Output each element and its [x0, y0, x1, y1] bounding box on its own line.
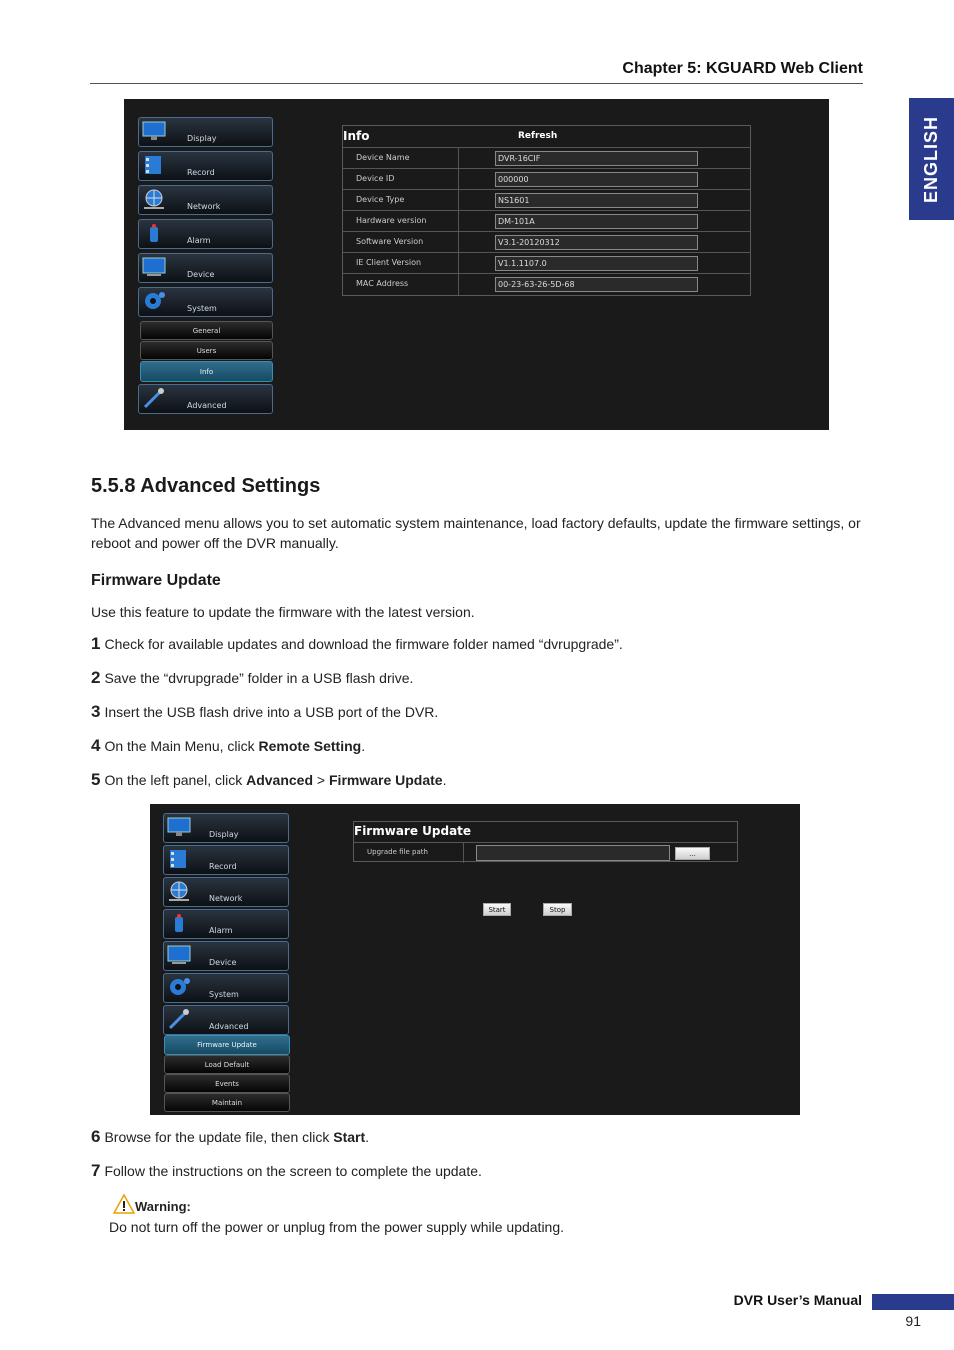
row-value: 00-23-63-26-5D-68	[495, 277, 698, 292]
warning-title: Warning:	[135, 1199, 191, 1214]
globe-icon	[166, 880, 192, 902]
step-number: 1	[91, 634, 101, 653]
row-key: MAC Address	[356, 279, 409, 288]
row-key: IE Client Version	[356, 258, 422, 267]
nav-label: Network	[187, 202, 221, 211]
manual-title: DVR User’s Manual	[733, 1292, 862, 1308]
gear-icon	[166, 976, 192, 998]
header-divider	[90, 83, 863, 84]
chapter-title: Chapter 5: KGUARD Web Client	[622, 60, 863, 77]
row-key: Device ID	[356, 174, 395, 183]
row-separator	[458, 232, 459, 253]
device-icon	[166, 944, 192, 966]
alarm-icon	[141, 222, 167, 244]
info-screenshot	[124, 99, 829, 430]
language-label: ENGLISH	[921, 115, 942, 203]
nav-network[interactable]	[138, 185, 273, 215]
nav-label: Advanced	[209, 1022, 249, 1031]
step-6	[91, 1127, 369, 1147]
nav-label: Alarm	[187, 236, 211, 245]
warning-heading	[113, 1194, 191, 1214]
nav-label: Device	[187, 270, 215, 279]
section-title: 5.5.8 Advanced Settings	[91, 475, 321, 497]
nav-record[interactable]	[138, 151, 273, 181]
info-row	[343, 147, 750, 168]
step-text: .	[365, 1129, 370, 1145]
step-3	[91, 702, 438, 722]
step-1	[91, 634, 623, 654]
step-7	[91, 1161, 482, 1181]
step-text: Check for available updates and download the firmware folder named “dvrupgrade”.	[104, 636, 623, 652]
sub-users[interactable]: Users	[140, 341, 273, 360]
upgrade-row	[354, 842, 737, 862]
info-panel-title: Info	[343, 129, 370, 143]
row-value: DVR-16CIF	[495, 151, 698, 166]
step-2	[91, 668, 413, 688]
nav-device[interactable]	[163, 941, 289, 971]
subsection-lead: Use this feature to update the firmware with the latest version.	[91, 604, 475, 620]
sub-firmware-update[interactable]: Firmware Update	[164, 1035, 290, 1055]
sub-info[interactable]: Info	[140, 361, 273, 382]
info-row	[343, 231, 750, 252]
subsection-title: Firmware Update	[91, 572, 221, 589]
monitor-icon	[166, 816, 192, 838]
nav-label: System	[187, 304, 217, 313]
step-text: Insert the USB flash drive into a USB port of the DVR.	[104, 704, 439, 720]
step-text: .	[361, 738, 366, 754]
nav-label: Display	[187, 134, 217, 143]
step-number: 4	[91, 736, 101, 755]
nav-advanced[interactable]	[138, 384, 273, 414]
nav-device[interactable]	[138, 253, 273, 283]
nav-label: Record	[187, 168, 215, 177]
nav-label: Alarm	[209, 926, 233, 935]
row-separator	[458, 148, 459, 169]
firmware-panel-title: Firmware Update	[354, 824, 472, 838]
row-value: V3.1-20120312	[495, 235, 698, 250]
firmware-screenshot	[150, 804, 800, 1115]
warning-text: Do not turn off the power or unplug from the power supply while updating.	[109, 1219, 565, 1235]
footer-accent-bar	[872, 1294, 954, 1310]
info-panel	[342, 125, 751, 296]
step-emphasis: Start	[333, 1129, 366, 1145]
row-key: Device Name	[356, 153, 410, 162]
monitor-icon	[141, 120, 167, 142]
step-number: 7	[91, 1161, 101, 1180]
nav-advanced[interactable]	[163, 1005, 289, 1035]
nav-label: Display	[209, 830, 239, 839]
step-emphasis: Advanced	[246, 772, 314, 788]
nav-label: Network	[209, 894, 243, 903]
firmware-panel	[353, 821, 738, 862]
nav-system[interactable]	[138, 287, 273, 317]
row-separator	[458, 274, 459, 295]
warning-icon	[113, 1194, 135, 1214]
step-number: 6	[91, 1127, 101, 1146]
row-value: NS1601	[495, 193, 698, 208]
globe-icon	[141, 188, 167, 210]
step-number: 3	[91, 702, 101, 721]
row-separator	[458, 190, 459, 211]
tools-icon	[141, 387, 167, 409]
row-separator	[458, 253, 459, 274]
step-text: Save the “dvrupgrade” folder in a USB flash drive.	[104, 670, 414, 686]
sub-maintain[interactable]: Maintain	[164, 1093, 290, 1112]
page-number: 91	[905, 1313, 921, 1329]
nav-system[interactable]	[163, 973, 289, 1003]
row-separator	[458, 211, 459, 232]
row-separator	[458, 169, 459, 190]
nav-label: Record	[209, 862, 237, 871]
nav-label: Device	[209, 958, 237, 967]
step-number: 5	[91, 770, 101, 789]
info-row	[343, 168, 750, 189]
step-4	[91, 736, 365, 756]
nav-alarm[interactable]	[163, 909, 289, 939]
step-text: On the Main Menu, click	[104, 738, 259, 754]
step-text: Follow the instructions on the screen to complete the update.	[104, 1163, 482, 1179]
sub-general[interactable]: General	[140, 321, 273, 340]
nav-alarm[interactable]	[138, 219, 273, 249]
info-row	[343, 252, 750, 273]
sub-events[interactable]: Events	[164, 1074, 290, 1093]
row-value: DM-101A	[495, 214, 698, 229]
info-row	[343, 210, 750, 231]
info-row	[343, 273, 750, 294]
device-icon	[141, 256, 167, 278]
nav-display[interactable]	[138, 117, 273, 147]
browse-button[interactable]: ...	[675, 847, 710, 860]
tools-icon	[166, 1008, 192, 1030]
nav-label: System	[209, 990, 239, 999]
row-key: Software Version	[356, 237, 424, 246]
step-emphasis: Firmware Update	[329, 772, 443, 788]
info-row	[343, 189, 750, 210]
row-value: 000000	[495, 172, 698, 187]
row-key: Device Type	[356, 195, 405, 204]
nav-network[interactable]	[163, 877, 289, 907]
stop-button[interactable]: Stop	[543, 903, 572, 916]
step-text: Browse for the update file, then click	[104, 1129, 334, 1145]
row-separator	[463, 843, 464, 863]
refresh-button[interactable]: Refresh	[518, 131, 558, 141]
film-icon	[141, 154, 167, 176]
sub-load-default[interactable]: Load Default	[164, 1055, 290, 1074]
start-button[interactable]: Start	[483, 903, 511, 916]
step-text: On the left panel, click	[104, 772, 247, 788]
film-icon	[166, 848, 192, 870]
step-emphasis: Remote Setting	[258, 738, 362, 754]
section-intro: The Advanced menu allows you to set automatic system maintenance, load factory defaults, update the firmware settings, or reboot and power off the DVR manually.	[91, 515, 861, 551]
gear-icon	[141, 290, 167, 312]
step-number: 2	[91, 668, 101, 687]
step-5	[91, 770, 446, 790]
row-key: Hardware version	[356, 216, 427, 225]
upgrade-path-input[interactable]	[476, 845, 670, 861]
nav-record[interactable]	[163, 845, 289, 875]
row-value: V1.1.1107.0	[495, 256, 698, 271]
alarm-icon	[166, 912, 192, 934]
nav-label: Advanced	[187, 401, 227, 410]
step-text: >	[313, 772, 329, 788]
upgrade-path-label: Upgrade file path	[367, 848, 428, 856]
nav-display[interactable]	[163, 813, 289, 843]
language-tab	[909, 98, 954, 220]
step-text: .	[442, 772, 447, 788]
